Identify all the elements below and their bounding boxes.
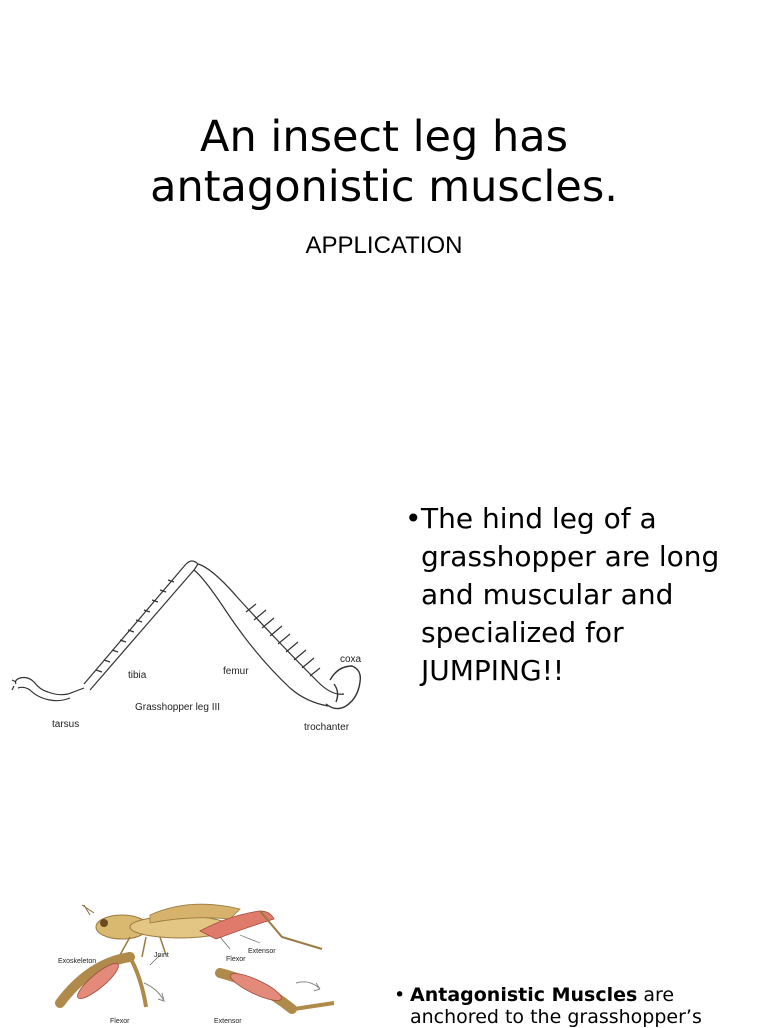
antagonistic-muscles-term: Antagonistic Muscles: [410, 984, 638, 1006]
label-flexor-bottom: Flexor: [110, 1018, 130, 1024]
label-coxa: coxa: [340, 654, 362, 665]
label-femur: femur: [223, 666, 249, 677]
femur-drawing: [194, 564, 344, 706]
coxa-drawing: [326, 666, 360, 709]
antagonistic-muscles-bullet: [394, 984, 764, 1028]
bullet-marker: •: [405, 502, 422, 535]
slide-title-line-1: An insect leg has: [200, 112, 568, 162]
slide-subtitle: APPLICATION: [305, 232, 463, 259]
grasshopper-muscle-figure: [50, 895, 350, 1024]
label-tarsus: tarsus: [52, 719, 80, 730]
label-extensor-top: Extensor: [248, 948, 276, 955]
label-extensor-bottom: Extensor: [214, 1018, 242, 1024]
label-trochanter: trochanter: [304, 722, 350, 733]
label-flexor-top: Flexor: [226, 956, 246, 963]
antagonistic-muscles-description: are anchored to the grasshopper’s: [410, 984, 702, 1028]
hind-leg-bullet: [405, 500, 735, 690]
label-exoskeleton: Exoskeleton: [58, 958, 97, 965]
label-caption: Grasshopper leg III: [135, 702, 221, 713]
label-joint: Joint: [154, 952, 169, 959]
antagonistic-muscles-bullet-text: [394, 984, 764, 1028]
bullet-marker: •: [394, 984, 406, 1006]
slide-title: [0, 112, 768, 212]
grasshopper-illustration: [82, 904, 322, 957]
slide-title-line-2: antagonistic muscles.: [150, 162, 618, 212]
tarsus-drawing: [12, 678, 84, 701]
grasshopper-leg-diagram: [10, 556, 370, 740]
extensor-leg-detail: [220, 969, 334, 1009]
label-tibia: tibia: [128, 670, 147, 681]
hind-leg-bullet-text: The hind leg of a grasshopper are long and muscular and specialized for JUMPING!!: [421, 502, 720, 687]
